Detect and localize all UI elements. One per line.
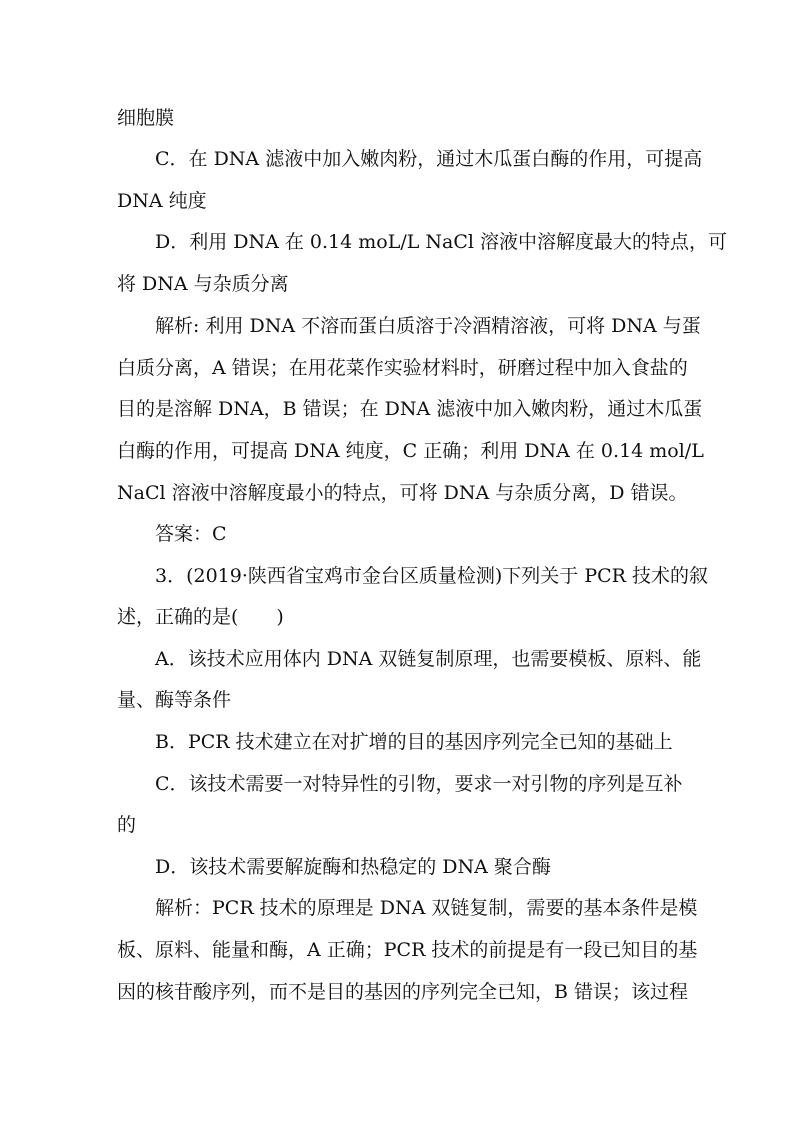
explanation-line: 解析：PCR 技术的原理是 DNA 双链复制，需要的基本条件是模 [155,897,698,919]
text-line: DNA 纯度 [117,190,207,212]
option-c-line: C．该技术需要一对特异性的引物，要求一对引物的序列是互补 [155,773,683,795]
answer-line: 答案：C [155,523,227,545]
explanation-line: 因的核苷酸序列，而不是目的基因的序列完全已知，B 错误；该过程 [117,981,689,1003]
question-3-line: 3．(2019·陕西省宝鸡市金台区质量检测)下列关于 PCR 技术的叙 [155,565,709,587]
option-c-line: 的 [117,814,137,836]
option-d-line: D．利用 DNA 在 0.14 moL/L NaCl 溶液中溶解度最大的特点，可 [155,231,728,253]
explanation-line: 板、原料、能量和酶，A 正确；PCR 技术的前提是有一段已知目的基 [117,939,698,961]
explanation-line: 白质分离，A 错误；在用花菜作实验材料时，研磨过程中加入食盐的 [117,357,688,379]
option-a-line: A．该技术应用体内 DNA 双链复制原理，也需要模板、原料、能 [155,648,702,670]
question-3-line: 述，正确的是( ) [117,606,284,628]
text-line: 将 DNA 与杂质分离 [117,273,289,295]
option-d-line: D．该技术需要解旋酶和热稳定的 DNA 聚合酶 [155,856,551,878]
option-a-line: 量、酶等条件 [117,689,232,711]
explanation-line: 目的是溶解 DNA，B 错误；在 DNA 滤液中加入嫩肉粉，通过木瓜蛋 [117,398,703,420]
explanation-line: NaCl 溶液中溶解度最小的特点，可将 DNA 与杂质分离，D 错误。 [117,482,688,504]
explanation-line: 解析: 利用 DNA 不溶而蛋白质溶于冷酒精溶液，可将 DNA 与蛋 [155,315,701,337]
text-line: 细胞膜 [117,107,175,129]
explanation-line: 白酶的作用，可提高 DNA 纯度，C 正确；利用 DNA 在 0.14 mol/L [117,440,704,462]
option-c-line: C．在 DNA 滤液中加入嫩肉粉，通过木瓜蛋白酶的作用，可提高 [155,148,703,170]
option-b-line: B．PCR 技术建立在对扩增的目的基因序列完全已知的基础上 [155,731,673,753]
